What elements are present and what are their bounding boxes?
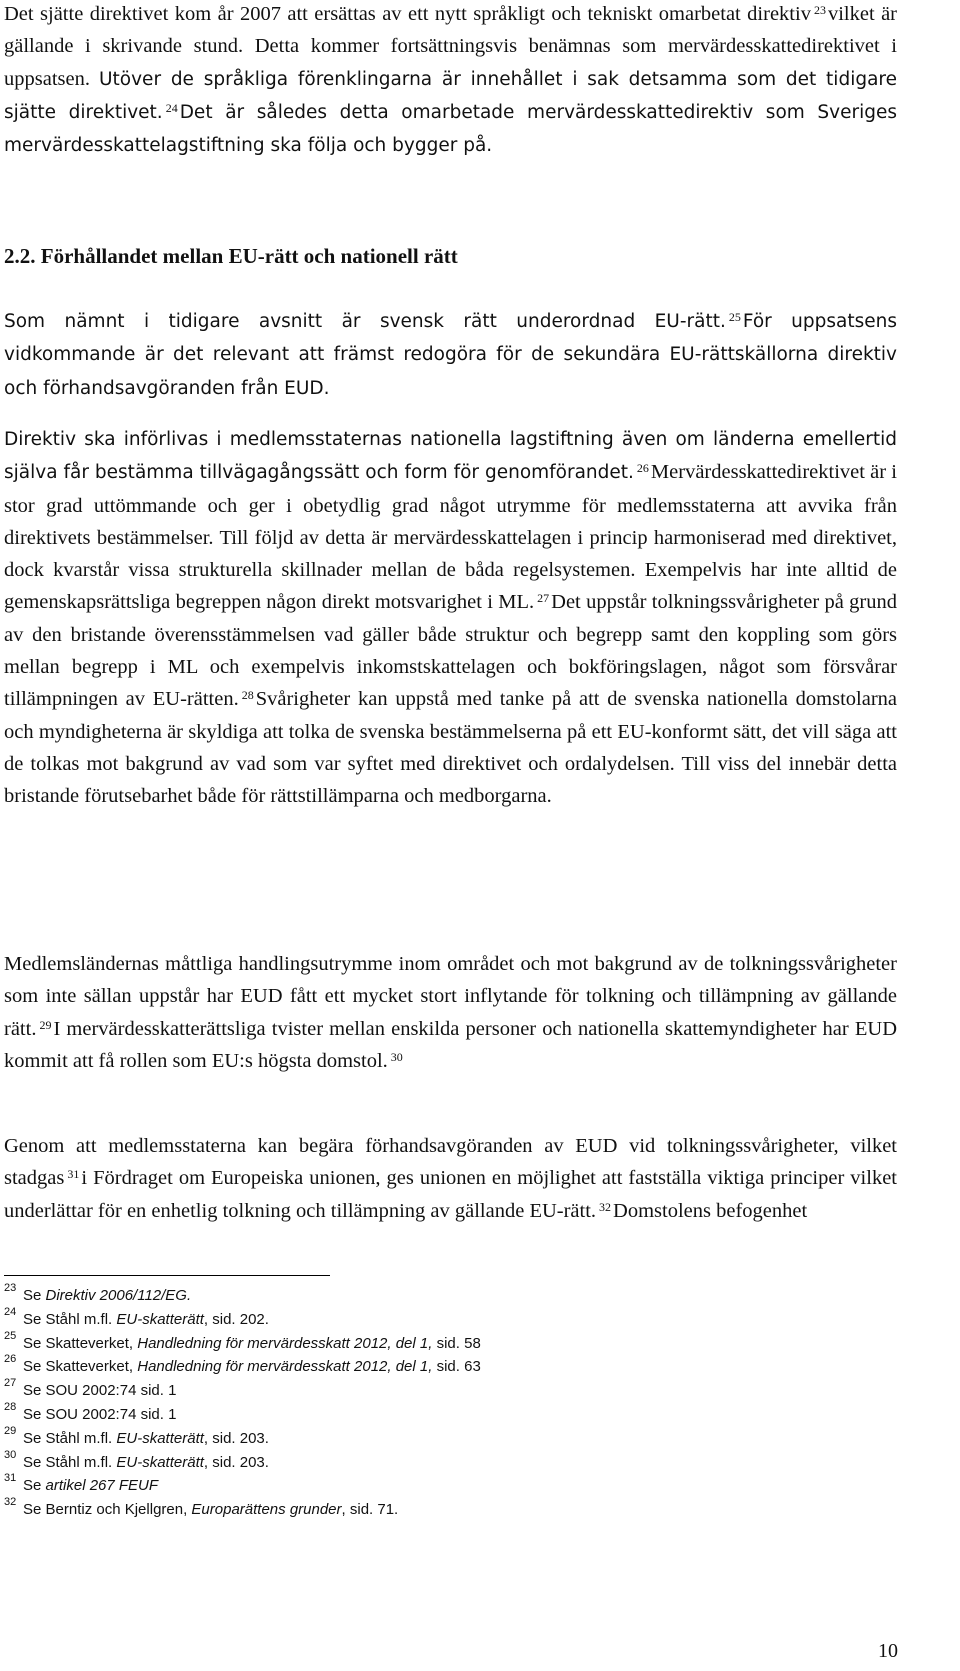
footnote-item [4, 1424, 897, 1451]
footnote-ref-31[interactable]: 31 [67, 1167, 80, 1182]
footnote-text-tail: sid. 63 [432, 1358, 481, 1376]
footnote-number: 27 [4, 1377, 17, 1390]
footnote-item [4, 1284, 897, 1308]
footnote-item [4, 1448, 897, 1475]
footnote-list [4, 1284, 897, 1522]
footnote-number: 26 [4, 1353, 17, 1366]
footnote-item [4, 1329, 897, 1356]
footnote-title: EU-skatterätt [116, 1453, 204, 1471]
paragraph-2 [4, 305, 897, 405]
footnote-text: Se SOU 2002:74 sid. 1 [23, 1405, 177, 1423]
paragraph-3-text-c: Det uppstår tolkningssvårigheter på grund av den bristande överensstämmelsen vad gäller både struktur och begrepp samt den koppling som görs mellan begrepp i ML och exempelvis inkomstskattelagen och bokföringslagen, något som försvårar tillämpningen av EU-rätten. [4, 591, 897, 711]
paragraph-1-text-b: vilket är gällande i skrivande stund. Detta kommer fortsättningsvis benämnas som mervärdesskattedirektivet i uppsatsen. [4, 3, 897, 90]
footnote-ref-32[interactable]: 32 [599, 1199, 612, 1214]
footnote-ref-27[interactable]: 27 [537, 591, 550, 606]
footnote-title: Europarättens grunder [191, 1501, 342, 1519]
footnote-text: Se Ståhl m.fl. [23, 1310, 117, 1328]
footnote-title: EU-skatterätt [116, 1310, 204, 1328]
paragraph-3-text-a: Direktiv ska införlivas i medlemsstaternas nationella lagstiftning även om länderna emellertid själva får bestämma tillvägagångssätt och form för genomförandet. [4, 429, 897, 484]
paragraph-5 [4, 1130, 897, 1227]
paragraph-1-text-c: Utöver de språkliga förenklingarna är innehållet i sak detsamma som det tidigare sjätte direktivet. [4, 68, 897, 123]
footnote-title: EU-skatterätt [116, 1429, 204, 1447]
footnote-text: Se [23, 1477, 46, 1495]
footnote-number: 28 [4, 1400, 17, 1413]
footnote-ref-23[interactable]: 23 [813, 3, 826, 17]
footnote-item [4, 1355, 897, 1379]
paragraph-2-text-b: För uppsatsens vidkommande är det relevant att främst redogöra för de sekundära EU-rättskällorna direktiv och förhandsavgöranden från EUD. [4, 311, 897, 399]
footnote-text-tail: , sid. 202. [203, 1310, 269, 1328]
footnote-number: 30 [4, 1448, 17, 1461]
paragraph-1-text-a: Det sjätte direktivet kom år 2007 att ersättas av ett nytt språkligt och tekniskt omarbetat direktiv [4, 3, 811, 25]
footnote-title: Handledning för mervärdesskatt 2012, del 1, [137, 1334, 433, 1352]
paragraph-5-text-c: Domstolens befogenhet [613, 1199, 808, 1222]
footnote-number: 29 [4, 1424, 17, 1437]
footnote-text: Se Berntiz och Kjellgren, [23, 1501, 192, 1519]
footnote-number: 24 [4, 1305, 17, 1318]
footnote-number: 32 [4, 1496, 17, 1509]
paragraph-3 [4, 423, 897, 813]
footnote-ref-29[interactable]: 29 [39, 1017, 52, 1032]
footnote-ref-26[interactable]: 26 [636, 461, 649, 476]
paragraph-4-text-a: Medlemsländernas måttliga handlingsutrymme inom området och mot bakgrund av de tolkningssvårigheter som inte sällan uppstår har EUD fått ett mycket stort inflytande för tolkning och tillämpning av gällande rätt. [4, 953, 897, 1040]
footnote-number: 31 [4, 1472, 17, 1485]
footnote-text-tail: , sid. 203. [203, 1429, 269, 1447]
footnote-text: Se SOU 2002:74 sid. 1 [23, 1382, 177, 1400]
footnote-title: Handledning för mervärdesskatt 2012, del 1, [137, 1358, 433, 1376]
paragraph-3-text-d: Svårigheter kan uppstå med tanke på att de svenska nationella domstolarna och myndigheterna är skyldiga att tolka de svenska bestämmelserna på ett EU-konformt sätt, det vill säga att de tolkas mot bakgrund av vad som var syftet med direktivet och ordalydelsen. Till viss del innebär detta bristande förutsebarhet både för rättstillämparna och medborgarna. [4, 688, 897, 808]
footnote-ref-25[interactable]: 25 [728, 310, 741, 324]
footnote-item [4, 1474, 897, 1498]
paragraph-2-text-a: Som nämnt i tidigare avsnitt är svensk rätt underordnad EU-rätt. [4, 311, 726, 332]
footnote-number: 23 [4, 1282, 17, 1294]
paragraph-1 [4, 0, 897, 162]
footnote-text: Se Ståhl m.fl. [23, 1429, 117, 1447]
footnote-text-tail: , sid. 71. [341, 1501, 399, 1519]
footnote-text: Se Skatteverket, [23, 1358, 138, 1376]
footnote-text-tail: , sid. 203. [203, 1453, 269, 1471]
footnote-item [4, 1305, 897, 1332]
footnote-item [4, 1498, 897, 1522]
footnote-title: Direktiv 2006/112/EG. [45, 1287, 192, 1304]
paragraph-3-text-b: Mervärdesskattedirektivet är i stor grad uttömmande och ger i obetydlig grad något utrymme för medlemsstaterna att avvika från direktivets bestämmelser. Till följd av detta är mervärdesskattelagen i princip harmoniserad med direktivet, dock kvarstår vissa strukturella skillnader mellan de båda regelsystemen. Exempelvis har inte alltid de gemenskapsrättsliga begreppen någon direkt motsvarighet i ML. [4, 461, 897, 614]
page-number: 10 [878, 1640, 898, 1662]
footnote-text: Se Skatteverket, [23, 1334, 138, 1352]
paragraph-5-text-a: Genom att medlemsstaterna kan begära förhandsavgöranden av EUD vid tolkningssvårigheter, vilket stadgas [4, 1135, 897, 1190]
paragraph-4-text-b: I mervärdesskatterättsliga tvister mellan enskilda personer och nationella skattemyndigheter har EUD kommit att få rollen som EU:s högsta domstol. [4, 1017, 897, 1072]
footnote-ref-30[interactable]: 30 [390, 1049, 403, 1064]
footnote-title: artikel 267 FEUF [45, 1477, 159, 1495]
footnote-item [4, 1400, 897, 1427]
paragraph-4 [4, 948, 897, 1077]
section-heading: 2.2. Förhållandet mellan EU-rätt och nationell rätt [4, 244, 458, 268]
footnote-ref-24[interactable]: 24 [165, 100, 178, 115]
footnote-text-tail: sid. 58 [432, 1334, 481, 1352]
footnote-number: 25 [4, 1329, 17, 1342]
paragraph-1-text-d: Det är således detta omarbetade mervärdesskattedirektiv som Sveriges mervärdesskattelagstiftning ska följa och bygger på. [4, 101, 898, 157]
footnote-text: Se [23, 1287, 46, 1304]
footnote-ref-28[interactable]: 28 [241, 688, 254, 703]
footnote-text: Se Ståhl m.fl. [23, 1453, 117, 1471]
paragraph-5-text-b: i Fördraget om Europeiska unionen, ges unionen en möjlighet att fastställa viktiga principer vilket underlättar för en enhetlig tolkning och tillämpning av gällande EU-rätt. [4, 1167, 897, 1222]
footnote-separator [4, 1275, 330, 1276]
footnote-item [4, 1379, 897, 1403]
